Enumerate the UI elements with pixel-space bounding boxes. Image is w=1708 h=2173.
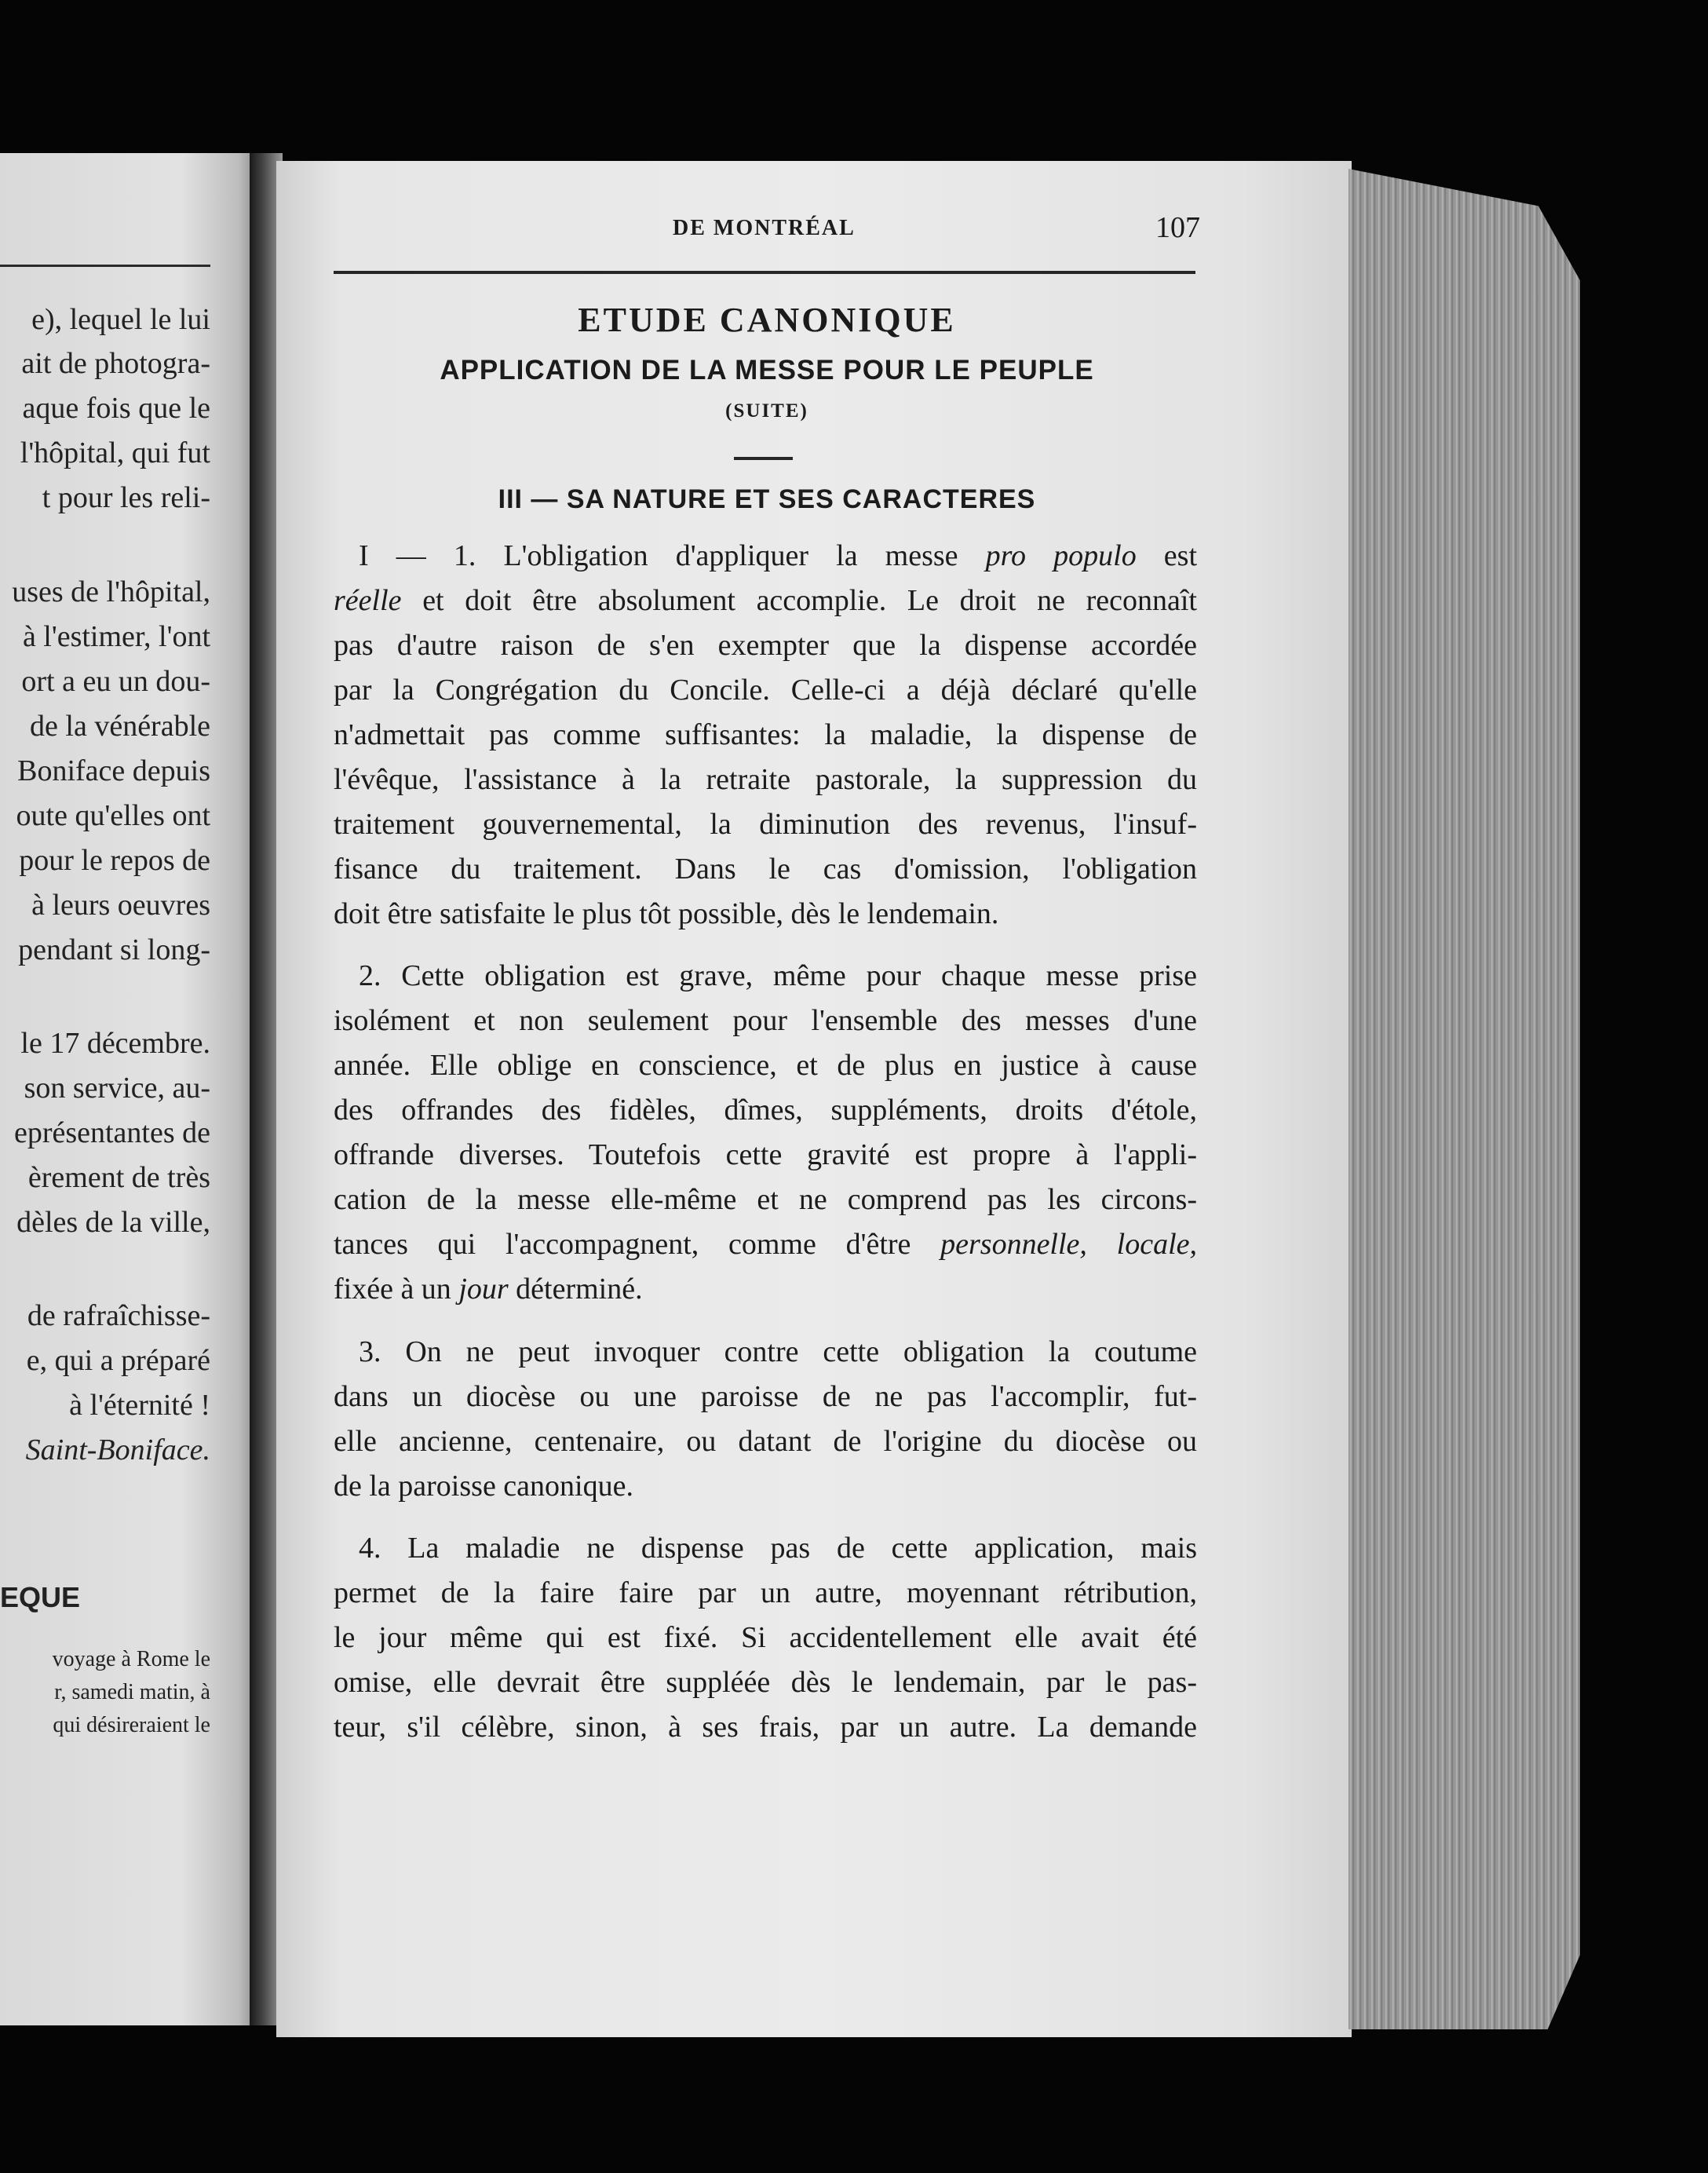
left-text-line: Saint-Boniface. [25,1433,210,1466]
paragraph1-line: réelle et doit être absolument accomplie. Le droit ne reconnaît [334,584,1197,617]
paragraph1-line: fisance du traitement. Dans le cas d'omission, l'obligation [334,853,1197,886]
paragraph1-line: l'évêque, l'assistance à la retraite pastorale, la suppression du [334,763,1197,796]
paragraph2-line: offrande diverses. Toutefois cette gravité est propre à l'appli- [334,1138,1197,1171]
paragraph1-line: par la Congrégation du Concile. Celle-ci a déjà déclaré qu'elle [334,674,1197,707]
left-text-line: uses de l'hôpital, [12,575,210,608]
left-text-line: qui désireraient le [53,1713,210,1737]
left-text-line: e), lequel le lui [31,303,210,336]
paragraph1-line: pas d'autre raison de s'en exempter que la dispense accordée [334,629,1197,662]
running-head: DE MONTRÉAL [673,216,856,240]
left-text-line: l'hôpital, qui fut [20,436,210,469]
left-text-line: à l'éternité ! [69,1389,210,1422]
left-page-rule [0,265,210,267]
paragraph1-line: I — 1. L'obligation d'appliquer la messe pro populo est [359,539,1198,572]
suite-label: (SUITE) [725,400,808,422]
page-number: 107 [1155,211,1200,244]
left-text-line: aque fois que le [22,392,210,425]
paragraph2-line: tances qui l'accompagnent, comme d'être personnelle, locale, [334,1228,1197,1261]
paragraph4-line: omise, elle devrait être suppléée dès le lendemain, par le pas- [334,1666,1197,1699]
paragraph4-line: teur, s'il célèbre, sinon, à ses frais, par un autre. La demande [334,1711,1197,1744]
left-text-line: e, qui a préparé [26,1344,210,1377]
paragraph3-line: dans un diocèse ou une paroisse de ne pas l'accomplir, fut- [334,1380,1197,1413]
left-text-line: èrement de très [27,1161,210,1194]
left-text-line: de la vénérable [30,710,210,743]
left-text-line: de rafraîchisse- [27,1299,210,1332]
left-text-line: pour le repos de [19,844,210,877]
left-text-line: r, samedi matin, à [54,1680,210,1704]
article-title: ETUDE CANONIQUE [578,301,956,339]
paragraph3-line: elle ancienne, centenaire, ou datant de l'origine du diocèse ou [334,1425,1197,1458]
left-text-line: son service, au- [24,1072,210,1105]
left-text-line: à leurs oeuvres [31,889,210,922]
left-text-line: t pour les reli- [42,481,210,514]
paragraph3-line: de la paroisse canonique. [334,1470,633,1503]
paragraph1-line: n'admettait pas comme suffisantes: la maladie, la dispense de [334,718,1197,751]
paragraph2-line: année. Elle oblige en conscience, et de plus en justice à cause [334,1049,1197,1082]
left-text-line: ait de photogra- [21,347,210,380]
paragraph2-line: fixée à un jour déterminé. [334,1273,643,1306]
left-text-line: le 17 décembre. [20,1027,210,1060]
page-edges [1349,169,1580,2029]
article-subtitle: APPLICATION DE LA MESSE POUR LE PEUPLE [440,355,1094,385]
left-text-line: pendant si long- [18,933,210,966]
left-text-line: eprésentantes de [13,1116,210,1149]
left-text-line: ort a eu un dou- [21,665,210,698]
paragraph2-line: isolément et non seulement pour l'ensemble des messes d'une [334,1004,1197,1037]
paragraph4-line: le jour même qui est fixé. Si accidentellement elle avait été [334,1621,1197,1654]
paragraph2-line: 2. Cette obligation est grave, même pour chaque messe prise [359,959,1197,992]
paragraph1-line: doit être satisfaite le plus tôt possible, dès le lendemain. [334,897,999,930]
paragraph4-line: 4. La maladie ne dispense pas de cette application, mais [359,1532,1197,1565]
section-heading: III — SA NATURE ET SES CARACTERES [498,484,1036,514]
paragraph3-line: 3. On ne peut invoquer contre cette obligation la coutume [359,1335,1197,1368]
title-rule [734,457,793,460]
left-facing-page [0,153,259,2025]
left-text-line: à l'estimer, l'ont [22,620,210,653]
left-text-line: oute qu'elles ont [16,799,210,832]
left-text-line: voyage à Rome le [52,1647,210,1671]
left-text-line: dèles de la ville, [16,1206,210,1239]
paragraph2-line: des offrandes des fidèles, dîmes, suppléments, droits d'étole, [334,1094,1197,1127]
left-text-line: Boniface depuis [17,754,210,787]
paragraph2-line: cation de la messe elle-même et ne comprend pas les circons- [334,1183,1197,1216]
header-rule [334,271,1195,274]
paragraph4-line: permet de la faire faire par un autre, moyennant rétribution, [334,1576,1197,1609]
paragraph1-line: traitement gouvernemental, la diminution des revenus, l'insuf- [334,808,1197,841]
left-section-heading: EQUE [0,1581,81,1613]
